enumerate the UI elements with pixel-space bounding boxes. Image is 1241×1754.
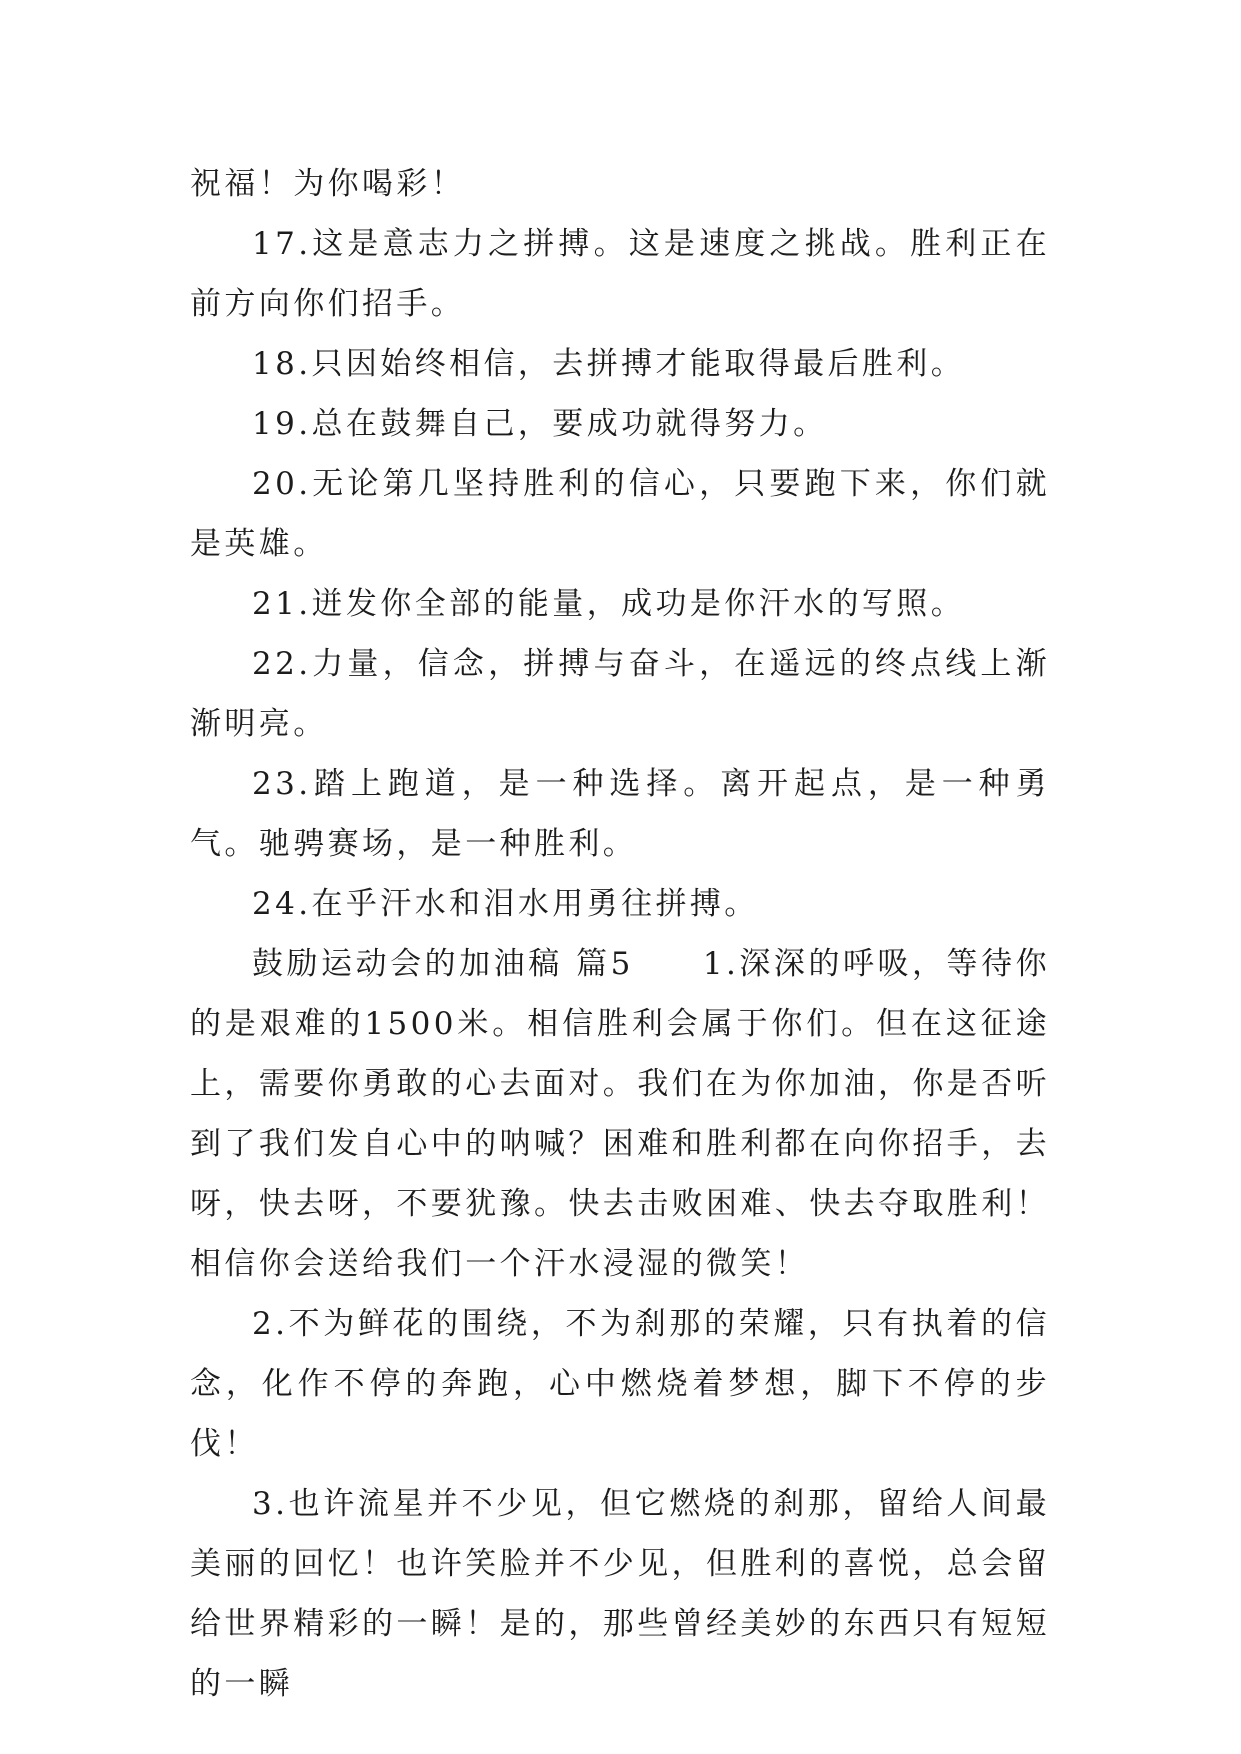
section-heading-paragraph: 鼓励运动会的加油稿 篇5 1.深深的呼吸，等待你的是艰难的1500米。相信胜利会属于你们。但在这征途上，需要你勇敢的心去面对。我们在为你加油，你是否听到了我们发自心中的呐喊？困难和胜利都在向你招手，去呀，快去呀，不要犹豫。快去击败困难、快去夺取胜利！相信你会送给我们一个汗水浸湿的微笑！ (190, 946, 1050, 1282)
paragraph: 17.这是意志力之拼搏。这是速度之挑战。胜利正在前方向你们招手。 (190, 226, 1050, 322)
document-body (190, 154, 1050, 1714)
paragraph: 24.在乎汗水和泪水用勇往拼搏。 (252, 886, 759, 922)
paragraph: 2.不为鲜花的围绕，不为刹那的荣耀，只有执着的信念，化作不停的奔跑，心中燃烧着梦想，脚下不停的步伐！ (190, 1306, 1050, 1462)
paragraph: 3.也许流星并不少见，但它燃烧的刹那，留给人间最美丽的回忆！也许笑脸并不少见，但胜利的喜悦，总会留给世界精彩的一瞬！是的，那些曾经美妙的东西只有短短的一瞬 (190, 1486, 1050, 1702)
paragraph: 23.踏上跑道，是一种选择。离开起点，是一种勇气。驰骋赛场，是一种胜利。 (190, 766, 1050, 862)
paragraph: 20.无论第几坚持胜利的信心，只要跑下来，你们就是英雄。 (190, 466, 1050, 562)
paragraph: 22.力量，信念，拼搏与奋斗，在遥远的终点线上渐渐明亮。 (190, 646, 1050, 742)
paragraph: 19.总在鼓舞自己，要成功就得努力。 (252, 406, 828, 442)
paragraph: 祝福！为你喝彩！ (190, 166, 466, 202)
paragraph: 21.迸发你全部的能量，成功是你汗水的写照。 (252, 586, 966, 622)
paragraph: 18.只因始终相信，去拼搏才能取得最后胜利。 (252, 346, 966, 382)
